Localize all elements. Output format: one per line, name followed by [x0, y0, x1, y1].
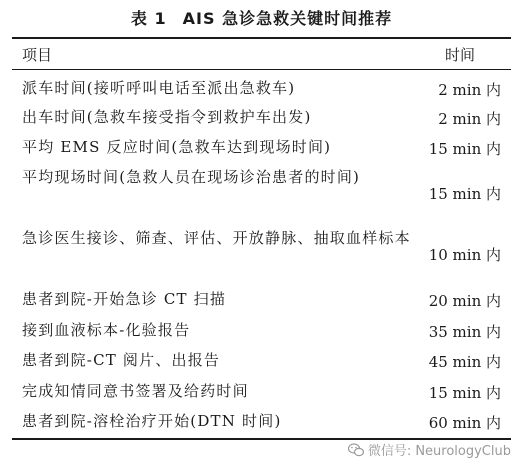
header-time: 时间: [444, 46, 475, 64]
row-item: 平均 EMS 反应时间(急救车达到现场时间): [22, 138, 332, 156]
row-item: 出车时间(急救车接受指令到救护车出发): [22, 108, 312, 126]
row-item: 完成知情同意书签署及给药时间: [22, 382, 249, 400]
table-title: AIS 急诊急救关键时间推荐: [182, 9, 393, 28]
row-time: 60 min 内: [428, 414, 501, 432]
row-time: 15 min 内: [428, 185, 501, 203]
row-time: 15 min 内: [428, 384, 501, 402]
row-time: 10 min 内: [428, 246, 501, 264]
row-time: 2 min 内: [438, 110, 501, 128]
row-time: 2 min 内: [438, 81, 501, 99]
header-item: 项目: [22, 46, 53, 64]
watermark: [348, 440, 511, 459]
row-item: 患者到院-CT 阅片、出报告: [22, 351, 221, 369]
row-item: 患者到院-溶栓治疗开始(DTN 时间): [22, 412, 282, 430]
row-item: 患者到院-开始急诊 CT 扫描: [22, 290, 227, 308]
row-time: 15 min 内: [428, 140, 501, 158]
watermark-text: 微信号: NeurologyClub: [367, 444, 511, 459]
row-time: 35 min 内: [428, 323, 501, 341]
row-item: 派车时间(接听呼叫电话至派出急救车): [22, 79, 296, 97]
row-item: 平均现场时间(急救人员在现场诊治患者的时间): [22, 168, 361, 186]
row-item: 接到血液标本-化验报告: [22, 321, 191, 339]
row-time: 20 min 内: [428, 292, 501, 310]
row-item: 急诊医生接诊、筛查、评估、开放静脉、抽取血样标本: [22, 229, 411, 247]
wechat-icon: [348, 443, 364, 457]
row-time: 45 min 内: [428, 353, 501, 371]
table-number: 表 1: [130, 9, 167, 28]
